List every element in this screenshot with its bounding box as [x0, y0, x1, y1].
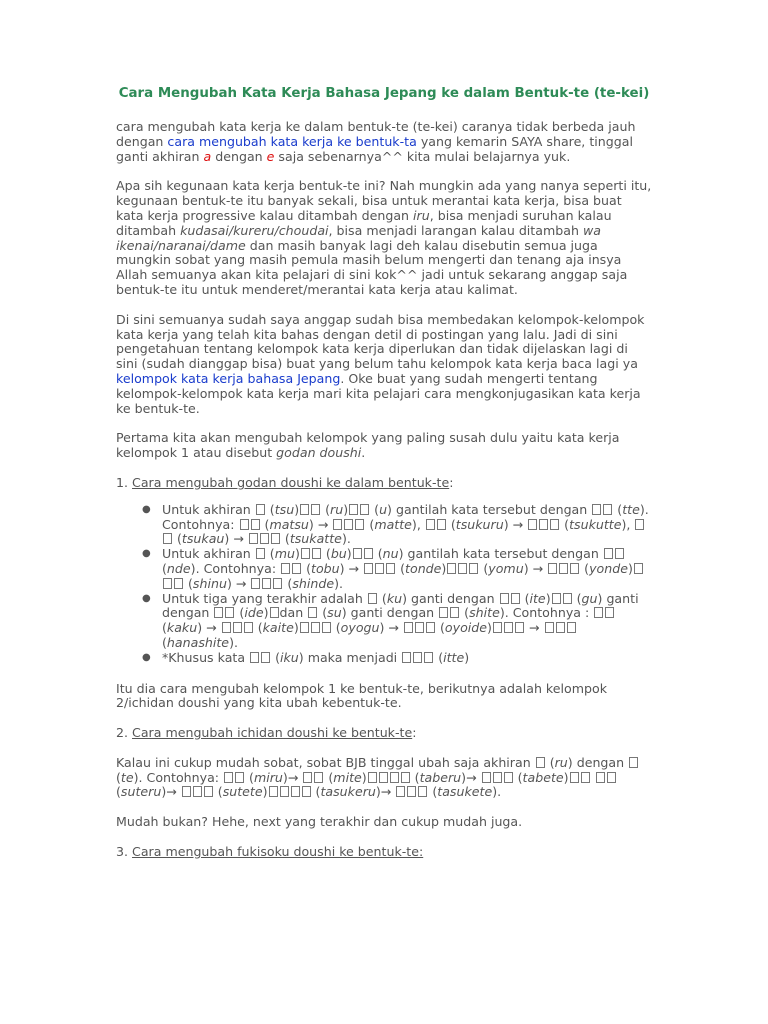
romaji: bu: [330, 546, 347, 562]
romaji: ide: [244, 605, 264, 621]
term-iru: iru: [413, 207, 430, 223]
kana-glyph-icon: [174, 578, 183, 589]
kana-glyph-icon: [249, 533, 258, 544]
article: [116, 86, 652, 875]
text: ),: [411, 516, 425, 532]
romaji: mite: [333, 769, 362, 785]
kana-glyph-icon: [437, 519, 446, 530]
kana-glyph-icon: [269, 786, 278, 797]
kana-glyph-icon: [214, 607, 223, 618]
kana-glyph-icon: [225, 607, 234, 618]
section-number: 3.: [116, 844, 133, 860]
text: *Khusus kata: [162, 649, 250, 665]
romaji: tsu: [274, 501, 295, 517]
list-item: ● Untuk akhiran (tsu) (ru) (u) gantilah kata tersebut dengan (tte). Contohnya: (matsu) → (matte), (tsukuru) → (tsukutte), (tsukau) → (tsukatte).: [142, 501, 649, 547]
section-number: 1.: [116, 474, 133, 490]
kana-glyph-icon: [482, 772, 491, 783]
term-ikenai: wa ikenai/naranai/dame: [116, 222, 601, 253]
kana-glyph-icon: [407, 786, 416, 797]
kana-glyph-icon: [511, 593, 520, 604]
kana-glyph-icon: [379, 772, 388, 783]
kana-glyph-icon: [567, 622, 576, 633]
kana-glyph-icon: [545, 622, 554, 633]
kana-glyph-icon: [256, 504, 265, 515]
romaji: hanashite: [166, 634, 230, 650]
kana-glyph-icon: [396, 786, 405, 797]
romaji: matte: [374, 516, 412, 532]
kana-glyph-icon: [570, 563, 579, 574]
kana-glyph-icon: [349, 504, 358, 515]
text: Apa sih kegunaan kata kerja bentuk-te ini? Nah mungkin ada yang nanya seperti itu, kegunaan bentuk-te itu banyak sekali, bisa untuk merantai kata kerja, bisa buat kata kerja progressive kalau ditambah dengan: [116, 178, 652, 223]
kana-glyph-icon: [550, 519, 559, 530]
kana-glyph-icon: [418, 786, 427, 797]
term-godan-doushi: godan doushi: [276, 445, 362, 461]
romaji: kaite: [262, 620, 294, 636]
text: gantilah kata tersebut dengan: [391, 501, 592, 517]
letter-e: e: [266, 148, 275, 164]
romaji: yonde: [589, 560, 628, 576]
romaji: tasukeru: [320, 784, 376, 800]
godan-rules-list: [116, 503, 652, 666]
kana-glyph-icon: [404, 622, 413, 633]
kana-glyph-icon: [401, 772, 410, 783]
kana-glyph-icon: [594, 607, 603, 618]
section-title: Cara mengubah fukisoku doushi ke bentuk-te:: [132, 844, 424, 860]
section-heading-godan: [116, 476, 652, 491]
kana-glyph-icon: [402, 652, 411, 663]
text: dan masih banyak lagi deh kalau disebutin semua juga mungkin sobat yang masih pemula masih belum mengerti dan tenang aja insya Allah semuanya akan kita pelajari di sini kok^^ jadi untuk sekarang anggap saja bentuk-te itu untuk menderet/merantai kata kerja atau kalimat.: [116, 237, 628, 297]
kana-glyph-icon: [539, 519, 548, 530]
romaji: taberu: [419, 769, 462, 785]
romaji: matsu: [269, 516, 309, 532]
kana-glyph-icon: [504, 622, 513, 633]
term-kudasai: kudasai/kureru/choudai: [180, 222, 329, 238]
kana-glyph-icon: [364, 563, 373, 574]
bullet-icon: ●: [142, 548, 151, 560]
kana-glyph-icon: [311, 504, 320, 515]
kana-glyph-icon: [605, 607, 614, 618]
text: ). Contohnya:: [133, 769, 224, 785]
kana-glyph-icon: [552, 593, 561, 604]
kana-glyph-icon: [604, 548, 613, 559]
text: , bisa menjadi larangan kalau ditambah: [328, 222, 583, 238]
bullet-icon: ●: [142, 651, 151, 663]
section-number: 2.: [116, 725, 133, 741]
text: . Oke buat yang sudah mengerti tentang kelompok-kelompok kata kerja mari kita pelajari cara mengkonjugasikan kata kerja ke bentuk-te.: [116, 370, 641, 416]
section-heading-fukisoku: [116, 845, 652, 860]
kana-glyph-icon: [233, 622, 242, 633]
kana-glyph-icon: [222, 622, 231, 633]
text: .: [361, 445, 366, 461]
paragraph-intro: [116, 120, 652, 164]
kana-glyph-icon: [596, 772, 605, 783]
kana-glyph-icon: [634, 563, 643, 574]
romaji: shinu: [192, 575, 227, 591]
kana-glyph-icon: [563, 593, 572, 604]
romaji: gu: [581, 590, 598, 606]
romaji: tonde: [405, 560, 442, 576]
kana-glyph-icon: [292, 563, 301, 574]
kana-glyph-icon: [426, 622, 435, 633]
romaji: mu: [274, 546, 295, 562]
article-title: Cara Mengubah Kata Kerja Bahasa Jepang ke dalam Bentuk-te (te-kei): [118, 86, 650, 101]
kana-glyph-icon: [262, 578, 271, 589]
romaji: shite: [469, 605, 500, 621]
kana-glyph-icon: [528, 519, 537, 530]
kana-glyph-icon: [273, 578, 282, 589]
kana-glyph-icon: [368, 593, 377, 604]
section-title: Cara mengubah ichidan doushi ke bentuk-te: [132, 725, 413, 741]
kana-glyph-icon: [280, 786, 289, 797]
kana-glyph-icon: [235, 772, 244, 783]
kana-glyph-icon: [300, 622, 309, 633]
text: ). Contohnya:: [190, 560, 281, 576]
paragraph-kelompok: [116, 313, 652, 417]
kana-glyph-icon: [458, 563, 467, 574]
link-kelompok-kata-kerja[interactable]: kelompok kata kerja bahasa Jepang: [116, 370, 341, 386]
kana-glyph-icon: [314, 772, 323, 783]
romaji: kaku: [166, 620, 198, 636]
romaji: yomu: [488, 560, 524, 576]
text: ). Contohnya:: [162, 501, 649, 532]
kana-glyph-icon: [360, 504, 369, 515]
kana-glyph-icon: [375, 563, 384, 574]
text: Untuk akhiran: [162, 501, 255, 517]
kana-glyph-icon: [302, 786, 311, 797]
romaji: nde: [166, 560, 191, 576]
kana-glyph-icon: [344, 519, 353, 530]
kana-glyph-icon: [193, 786, 202, 797]
romaji: tasukete: [437, 784, 493, 800]
kana-glyph-icon: [493, 622, 502, 633]
kana-glyph-icon: [607, 772, 616, 783]
kana-glyph-icon: [424, 652, 433, 663]
kana-glyph-icon: [311, 622, 320, 633]
kana-glyph-icon: [355, 519, 364, 530]
romaji: tte: [622, 501, 640, 517]
text: dengan: [211, 148, 267, 164]
kana-glyph-icon: [244, 622, 253, 633]
section-heading-ichidan: [116, 726, 652, 741]
paragraph-kegunaan: [116, 179, 652, 297]
romaji: tsukuru: [455, 516, 504, 532]
kana-glyph-icon: [581, 772, 590, 783]
kana-glyph-icon: [386, 563, 395, 574]
text: gantilah kata tersebut dengan: [403, 546, 603, 562]
kana-glyph-icon: [635, 519, 644, 530]
romaji: tsukatte: [289, 531, 342, 547]
list-item: ● Untuk akhiran (mu) (bu) (nu) gantilah kata tersebut dengan (nde). Contohnya: (tobu) → (tonde) (yomu) → (yonde) (shinu) → (shinde).: [162, 547, 652, 591]
kana-glyph-icon: [250, 652, 259, 663]
text: ) dengan: [567, 754, 629, 770]
kana-glyph-icon: [251, 519, 260, 530]
romaji: tabete: [522, 769, 564, 785]
romaji: shinde: [292, 575, 335, 591]
link-bentuk-ta[interactable]: cara mengubah kata kerja ke bentuk-ta: [167, 133, 417, 149]
kana-glyph-icon: [322, 622, 331, 633]
kana-glyph-icon: [163, 533, 172, 544]
kana-glyph-icon: [204, 786, 213, 797]
letter-a: a: [203, 148, 212, 164]
kana-glyph-icon: [413, 652, 422, 663]
kana-glyph-icon: [281, 563, 290, 574]
list-item: ● Untuk tiga yang terakhir adalah (ku) ganti dengan (ite) (gu) ganti dengan (ide) dan (su) ganti dengan (shite). Contohnya : (kaku) → (kaite) (oyogu) → (oyoide) → (hanashite).: [142, 590, 639, 650]
text: , bisa menjadi suruhan kalau ditambah: [116, 207, 612, 238]
paragraph-pertama: [116, 431, 652, 461]
romaji: ru: [554, 754, 568, 770]
kana-glyph-icon: [570, 772, 579, 783]
kana-glyph-icon: [469, 563, 478, 574]
romaji: oyogu: [340, 620, 380, 636]
text: saja sebenarnya^^ kita mulai belajarnya yuk.: [274, 148, 571, 164]
text: ) maka menjadi: [298, 649, 402, 665]
text: ganti dengan: [162, 590, 639, 621]
romaji: tsukau: [181, 531, 225, 547]
kana-glyph-icon: [301, 548, 310, 559]
text: Di sini semuanya sudah saya anggap sudah bisa membedakan kelompok-kelompok kata kerja yang telah kita bahas dengan detil di postingan yang lalu. Jadi di sini pengetahuan tentang kelompok kata kerja diperlukan dan tidak dijelaskan lagi di sini (sudah dianggap bisa) buat yang belum tahu kelompok kata kerja baca lagi ya: [116, 311, 645, 372]
romaji: u: [379, 501, 388, 517]
kana-glyph-icon: [415, 622, 424, 633]
kana-glyph-icon: [548, 563, 557, 574]
kana-glyph-icon: [312, 548, 321, 559]
paragraph-mudah: Mudah bukan? Hehe, next yang terakhir dan cukup mudah juga.: [116, 814, 523, 830]
kana-glyph-icon: [300, 504, 309, 515]
text: yang kemarin SAYA share, tinggal ganti akhiran: [116, 133, 633, 164]
text: ) ganti dengan: [402, 590, 499, 606]
text: :: [412, 725, 417, 741]
kana-glyph-icon: [426, 519, 435, 530]
kana-glyph-icon: [182, 786, 191, 797]
bullet-icon: ●: [142, 592, 151, 604]
text: Pertama kita akan mengubah kelompok yang paling susah dulu yaitu kata kerja kelompok 1 atau disebut: [116, 430, 620, 461]
romaji: ite: [529, 590, 546, 606]
kana-glyph-icon: [308, 607, 317, 618]
kana-glyph-icon: [224, 772, 233, 783]
text: cara mengubah kata kerja ke dalam bentuk-te (te-kei) caranya tidak berbeda jauh dengan: [116, 119, 636, 149]
kana-glyph-icon: [261, 652, 270, 663]
romaji: suteru: [120, 784, 162, 800]
section-title: Cara mengubah godan doushi ke dalam bentuk-te: [132, 474, 450, 490]
kana-glyph-icon: [629, 757, 638, 768]
kana-glyph-icon: [368, 772, 377, 783]
kana-glyph-icon: [364, 548, 373, 559]
text: ). Contohnya :: [499, 605, 594, 621]
kana-glyph-icon: [270, 607, 279, 618]
text: :: [449, 474, 454, 490]
kana-glyph-icon: [603, 504, 612, 515]
romaji: iku: [280, 649, 299, 665]
kana-glyph-icon: [500, 593, 509, 604]
kana-glyph-icon: [450, 607, 459, 618]
text: Kalau ini cukup mudah sobat, sobat BJB tinggal ubah saja akhiran: [116, 754, 535, 770]
romaji: nu: [382, 546, 399, 562]
romaji: itte: [443, 649, 465, 665]
kana-glyph-icon: [271, 533, 280, 544]
kana-glyph-icon: [303, 772, 312, 783]
kana-glyph-icon: [163, 578, 172, 589]
text: dan: [279, 605, 308, 621]
kana-glyph-icon: [390, 772, 399, 783]
paragraph-ichidan: Kalau ini cukup mudah sobat, sobat BJB tinggal ubah saja akhiran (ru) dengan (te). Contohnya: (miru)→ (mite) (taberu)→ (tabete) (suteru)→ (sutete) (tasukeru)→ (tasukete).: [116, 756, 652, 800]
romaji: ku: [386, 590, 403, 606]
romaji: tobu: [311, 560, 340, 576]
kana-glyph-icon: [240, 519, 249, 530]
kana-glyph-icon: [515, 622, 524, 633]
text: Untuk akhiran: [162, 546, 255, 562]
kana-glyph-icon: [493, 772, 502, 783]
kana-glyph-icon: [559, 563, 568, 574]
romaji: ru: [330, 501, 344, 517]
kana-glyph-icon: [536, 757, 545, 768]
romaji: te: [120, 769, 134, 785]
text: Untuk tiga yang terakhir adalah: [162, 590, 367, 606]
kana-glyph-icon: [556, 622, 565, 633]
bullet-icon: ●: [142, 503, 151, 515]
romaji: su: [327, 605, 342, 621]
kana-glyph-icon: [333, 519, 342, 530]
kana-glyph-icon: [439, 607, 448, 618]
romaji: miru: [253, 769, 283, 785]
kana-glyph-icon: [260, 533, 269, 544]
kana-glyph-icon: [592, 504, 601, 515]
romaji: sutete: [222, 784, 263, 800]
list-item: ● *Khusus kata (iku) maka menjadi (itte): [142, 649, 470, 665]
romaji: tsukutte: [569, 516, 622, 532]
kana-glyph-icon: [504, 772, 513, 783]
romaji: oyoide: [444, 620, 488, 636]
kana-glyph-icon: [353, 548, 362, 559]
kana-glyph-icon: [615, 548, 624, 559]
paragraph-itu-dia: Itu dia cara mengubah kelompok 1 ke bentuk-te, berikutnya adalah kelompok 2/ichidan doushi yang kita ubah kebentuk-te.: [116, 680, 607, 711]
kana-glyph-icon: [291, 786, 300, 797]
kana-glyph-icon: [447, 563, 456, 574]
kana-glyph-icon: [251, 578, 260, 589]
kana-glyph-icon: [256, 548, 265, 559]
